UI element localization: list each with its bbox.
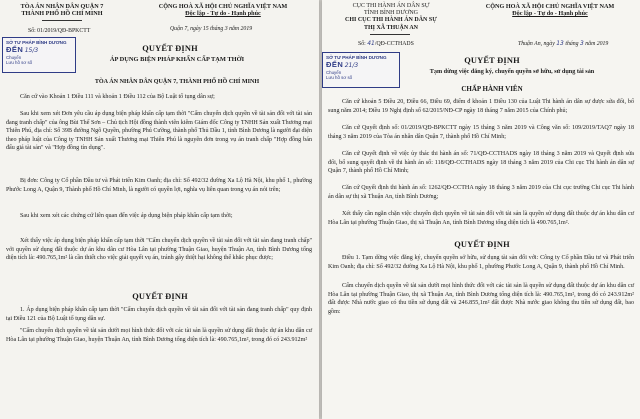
left-nation-header <box>128 3 318 18</box>
left-court-header <box>2 3 122 18</box>
court-name: TÒA ÁN NHÂN DÂN QUẬN 7 <box>20 3 104 10</box>
month-handwritten: 3 <box>580 40 584 47</box>
nation-name: CỘNG HOÀ XÃ HỘI CHỦ NGHĨA VIỆT NAM <box>158 3 288 10</box>
doc-number-handwritten: 41 <box>367 40 375 47</box>
left-subtitle: ÁP DỤNG BIỆN PHÁP KHẨN CẤP TẠM THỜI <box>109 56 245 63</box>
right-para-legal-basis: Căn cứ khoản 5 Điều 20, Điều 66, Điều 69, điểm đ khoản 1 Điều 130 của Luật Thi hành án dân sự được sửa đổi, bổ sung năm 2014; Điều 19 Nghị định số 62/2015/NĐ-CP ngày 18 tháng 7 năm 2015 của Chính phủ; <box>328 99 634 114</box>
right-para-court-decision: Căn cứ Quyết định số: 01/2019/QĐ-BPKCTT ngày 15 tháng 3 năm 2019 và Công văn số: 109/2019/TAQ7 ngày 18 tháng 3 năm 2019 của Tòa án nhân dân Quận 7, thành phố Hồ Chí Minh; <box>328 125 634 140</box>
right-document <box>322 0 640 419</box>
header-underline <box>42 20 82 21</box>
right-agency-header <box>326 3 456 32</box>
stamp-line-transfer: Chuyển <box>326 70 342 75</box>
left-decision-heading: QUYẾT ĐỊNH <box>132 292 188 301</box>
left-para-defendant: Bị đơn: Công ty Cổ phần Đầu tư và Phát triển Kim Oanh; địa chỉ: Số 492/32 đường Xa Lộ Hà Nội, khu phố 1, phường Phước Long A, Quận 9, Thành phố Hồ Chí Minh, là người có quyền lợi, nghĩa vụ liên quan trong vụ án nói trên; <box>6 178 312 193</box>
year-text: năm 2019 <box>585 41 609 47</box>
right-para-prohibition: Cấm chuyển dịch quyền về tài sản dưới mọi hình thức đối với các tài sản là quyền sử dụng đất thuộc dự án khu dân cư Hòa Lân tại phường Thuận Giao, thị xã Thuận An, tỉnh Bình Dương tổng diện tích là: 490.765,1m², trong đó có 243.912m² đất được Nhà nước giao có thu tiền sử dụng đất và 246.855,1m² đất được Nhà nước giao không thu tiền sử dụng đất, bao gồm: <box>328 283 634 315</box>
left-authority: TÒA ÁN NHÂN DÂN QUẬN 7, THÀNH PHỐ HỒ CHÍ MINH <box>94 79 260 85</box>
left-para-prohibition: "Cấm chuyển dịch quyền về tài sản dưới mọi hình thức đối với các tài sản là quyền sử dụng đất thuộc dự án khu dân cư Hòa Lân tại phường Thuận Giao, huyện Thuận An, tỉnh Bình Dương tổng diện tích là: 490.765,1m², trong đó có 243.912m² <box>6 328 312 343</box>
right-title: QUYẾT ĐỊNH <box>464 56 520 65</box>
nation-motto: Độc lập - Tự do - Hạnh phúc <box>512 10 588 18</box>
right-doc-number <box>358 40 468 48</box>
stamp-line-archive: Lưu hồ sơ số <box>6 60 33 65</box>
left-place-date: Quận 7, ngày 15 tháng 3 năm 2019 <box>170 26 253 32</box>
stamp-line-transfer: Chuyển <box>6 55 22 60</box>
stamp-den-label: ĐẾN <box>6 45 24 54</box>
stamp-den-label: ĐẾN <box>326 60 344 69</box>
left-para-request: Sau khi xem xét Đơn yêu cầu áp dụng biện pháp khẩn cấp tạm thời "Cấm chuyển dịch quyền về tài sản đối với tài sản đang tranh chấp" của ông Bùi Thế Sơn – Chủ tịch Hội đồng thành viên kiêm Giám đốc Công ty TNHH Sản xuất Thương mại Thiên Phú, địa chỉ: Số 39B đường Ngô Quyền, phường Phú Cường, thành phố Thủ Dầu 1, tỉnh Bình Dương là người đại diện theo pháp luật của Công ty TNHH Sản xuất Thương mại Thiên Phú là nguyên đơn trong vụ án tranh chấp "Hợp đồng bán đấu giá tài sản" và "Hợp đồng tín dụng". <box>6 111 312 152</box>
right-received-stamp: SỞ TƯ PHÁP BÌNH DƯƠNG ĐẾN 21/3 Chuyển Lưu hồ sơ số <box>322 52 400 88</box>
right-nation-header <box>462 3 638 18</box>
left-para-legal-basis: Căn cứ vào Khoản 1 Điều 111 và khoản 1 Điều 112 của Bộ Luật tố tụng dân sự; <box>20 94 215 100</box>
day-handwritten: 13 <box>556 40 564 47</box>
left-para-reasoning: Xét thấy việc áp dụng biện pháp khẩn cấp tạm thời "Cấm chuyển dịch quyền về tài sản đối với tài sản đang tranh chấp" với quyền sử dụng đất thuộc dự án khu dân cư Hòa Lân tại phường Thuận Giao, huyện Thuận An, tỉnh Bình Dương tổng diện tích là: 490.765,1m² là cần thiết cho việc giải quyết vụ án, tránh gây thiệt hại không thể khắc phục được; <box>6 238 312 262</box>
left-para-evidence: Sau khi xem xét các chứng cứ liên quan đến việc áp dụng biện pháp khẩn cấp tạm thời; <box>20 213 233 219</box>
doc-number-prefix: Số: <box>358 41 366 47</box>
right-subtitle: Tạm dừng việc đăng ký, chuyển quyền sở hữu, sử dụng tài sản <box>429 68 595 75</box>
stamp-office: SỞ TƯ PHÁP BÌNH DƯƠNG <box>6 40 67 45</box>
nation-name: CỘNG HOÀ XÃ HỘI CHỦ NGHĨA VIỆT NAM <box>485 3 615 10</box>
left-document <box>0 0 319 419</box>
right-decision-heading: QUYẾT ĐỊNH <box>454 240 510 249</box>
agency-line-3: CHI CỤC THI HÀNH ÁN DÂN SỰ <box>344 17 437 24</box>
stamp-line-archive: Lưu hồ sơ số <box>326 75 353 80</box>
month-word: tháng <box>565 41 579 47</box>
place-date-prefix: Thuận An, ngày <box>518 41 555 47</box>
right-para-article1: Điều 1. Tạm dừng việc đăng ký, chuyển quyền sở hữu, sử dụng tài sản đối với: Công ty Cổ phần Đầu tư và Phát triển Kim Oanh; địa chỉ: Số 492/32 đường Xa Lộ Hà Nội, khu phố 1, phường Phước Long A, Quận 9, thành phố Hồ Chí Minh. <box>328 255 634 270</box>
right-para-enforcement: Căn cứ Quyết định thi hành án số: 1262/QĐ-CCTHA ngày 18 tháng 3 năm 2019 của Chi cục trưởng Chi cục Thi hành án dân sự thị xã Thuận An, tỉnh Bình Dương; <box>328 185 634 200</box>
left-title: QUYẾT ĐỊNH <box>142 44 198 53</box>
left-received-stamp: SỞ TƯ PHÁP BÌNH DƯƠNG ĐẾN 15/3 Chuyển Lưu hồ sơ số <box>2 37 76 73</box>
right-place-date <box>518 40 638 48</box>
court-city: THÀNH PHỐ HỒ CHÍ MINH <box>21 10 103 18</box>
nation-motto: Độc lập - Tự do - Hạnh phúc <box>185 10 261 18</box>
left-para-article1: 1. Áp dụng biện pháp khẩn cấp tạm thời "Cấm chuyển dịch quyền về tài sản đối với tài sản đang tranh chấp" quy định tại Điều 121 của Bộ Luật tố tụng dân sự. <box>6 307 312 322</box>
stamp-office: SỞ TƯ PHÁP BÌNH DƯƠNG <box>326 55 387 60</box>
agency-underline <box>370 34 410 35</box>
agency-line-1: CỤC THI HÀNH ÁN DÂN SỰ <box>352 3 430 9</box>
right-para-reasoning: Xét thấy cần ngăn chặn việc chuyển dịch quyền về tài sản đối với tài sản là quyền sử dụng đất thuộc dự án khu dân cư Hòa Lân tại phường Thuận Giao, thị xã Thuận An, tỉnh Bình Dương tổng diện tích là 490.765,1m². <box>328 211 634 226</box>
doc-number-suffix: /QĐ-CCTHADS <box>374 41 414 47</box>
right-para-delegation: Căn cứ Quyết định về việc ủy thác thi hành án số: 71/QĐ-CCTHADS ngày 18 tháng 3 năm 2019 và Quyết định sửa đổi, bổ sung quyết định về thi hành án số: 118/QĐ-CCTHADS ngày 18 tháng 3 năm 2019 của Chi cục Thi hành án dân sự Quận 7, thành phố Hồ Chí Minh; <box>328 151 634 175</box>
agency-line-2: TỈNH BÌNH DƯƠNG <box>364 10 418 17</box>
agency-line-4: THỊ XÃ THUẬN AN <box>363 24 419 31</box>
right-authority: CHẤP HÀNH VIÊN <box>461 85 523 93</box>
left-doc-number: Số: 01/2019/QĐ-BPKCTT <box>28 28 91 34</box>
